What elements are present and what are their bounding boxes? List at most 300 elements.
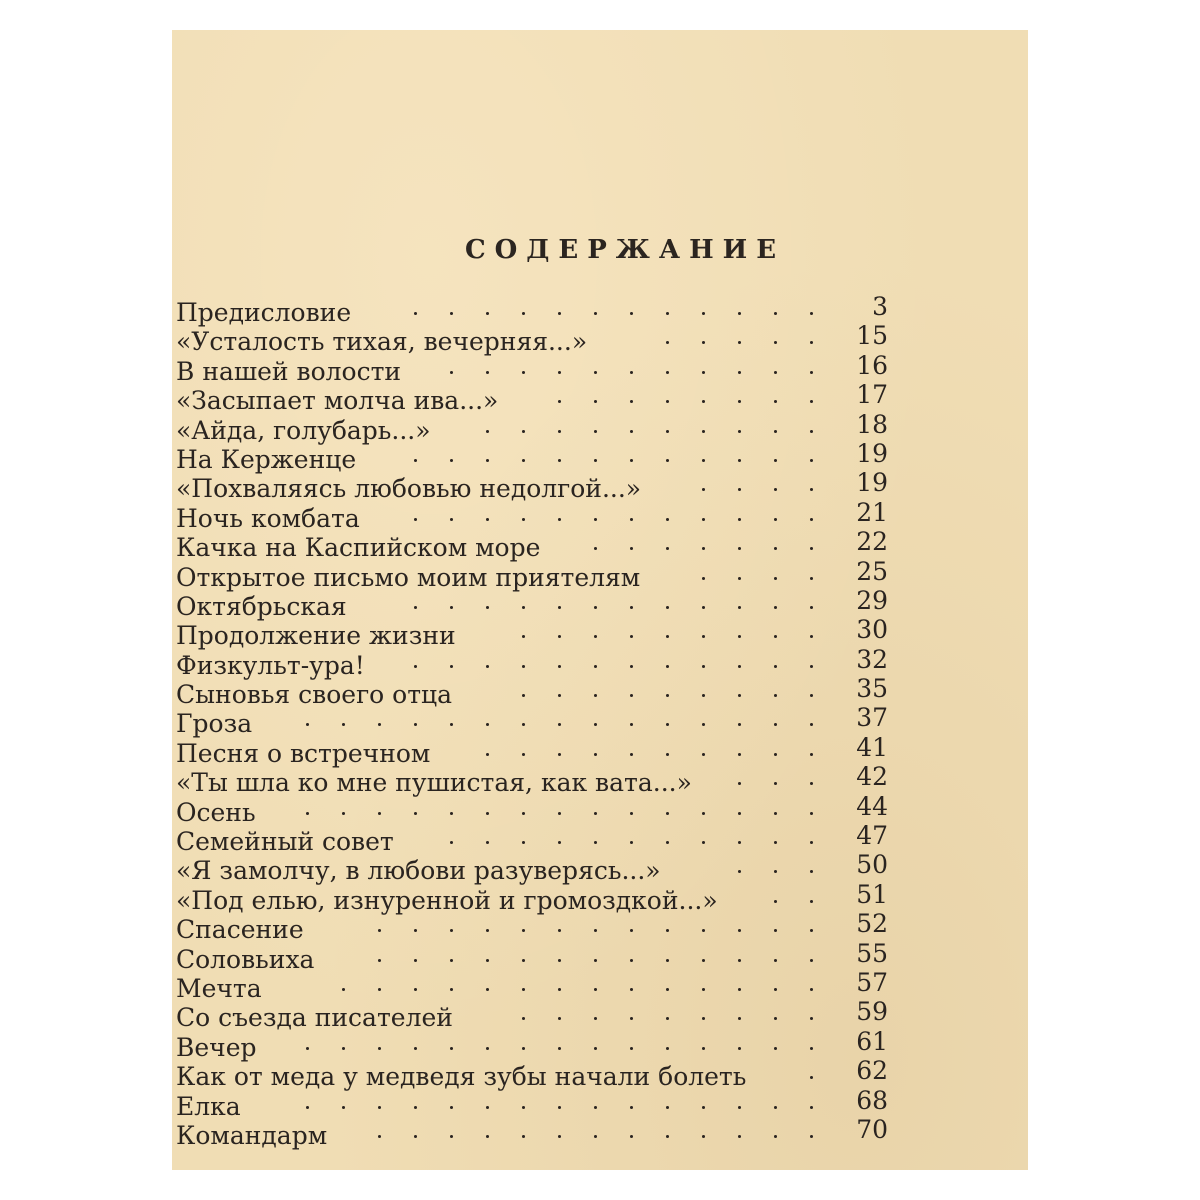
leader-dot: [810, 1047, 813, 1050]
toc-entry-title: В нашей волости: [176, 356, 402, 386]
toc-entry: [172, 556, 1028, 592]
leader-dot: [738, 841, 741, 844]
leader-dot: [594, 753, 597, 756]
leader-dot: [450, 723, 453, 726]
leader-dot: [774, 929, 777, 932]
leader-dot: [414, 1047, 417, 1050]
leader-dot: [594, 723, 597, 726]
toc-entry-page-number: 47: [856, 821, 888, 851]
leader-dot: [774, 1135, 777, 1138]
toc-entry-page-number: 70: [856, 1114, 888, 1144]
leader-dot: [666, 459, 669, 462]
leader-dot: [774, 371, 777, 374]
leader-dot: [666, 959, 669, 962]
toc-entry: [172, 468, 1028, 504]
leader-dot: [666, 753, 669, 756]
leader-dot: [558, 753, 561, 756]
leader-dot: [630, 723, 633, 726]
leader-dot: [450, 959, 453, 962]
leader-dot: [738, 635, 741, 638]
leader-dot: [630, 459, 633, 462]
leader-dot: [774, 400, 777, 403]
leader-dot: [594, 430, 597, 433]
leader-dot: [450, 1106, 453, 1109]
leader-dot: [738, 1017, 741, 1020]
leader-dot: [486, 1047, 489, 1050]
leader-dot: [810, 782, 813, 785]
leader-dot: [414, 929, 417, 932]
toc-entry: [172, 909, 1028, 945]
toc-entry: [172, 997, 1028, 1033]
toc-entry: [172, 762, 1028, 798]
leader-dot: [378, 959, 381, 962]
leader-dot: [378, 1047, 381, 1050]
toc-entry: [172, 409, 1028, 445]
toc-entry: [172, 821, 1028, 857]
leader-dot: [810, 312, 813, 315]
leader-dot: [630, 430, 633, 433]
leader-dot: [486, 312, 489, 315]
leader-dot: [450, 665, 453, 668]
leader-dot: [630, 1047, 633, 1050]
leader-dot: [522, 841, 525, 844]
leader-dot: [810, 841, 813, 844]
leader-dot: [594, 1106, 597, 1109]
toc-entry-title: Продолжение жизни: [176, 621, 456, 651]
toc-entry-page-number: 55: [856, 938, 888, 968]
leader-dot: [810, 988, 813, 991]
leader-dot: [774, 1017, 777, 1020]
leader-dot: [774, 518, 777, 521]
leader-dot: [630, 1106, 633, 1109]
leader-dot: [342, 812, 345, 815]
leader-dot: [738, 988, 741, 991]
leader-dot: [486, 665, 489, 668]
leader-dot: [738, 1047, 741, 1050]
leader-dot: [666, 723, 669, 726]
toc-entry-title: «Под елью, изнуренной и громоздкой...»: [176, 885, 718, 915]
leader-dot: [630, 547, 633, 550]
toc-entry-title: Спасение: [176, 915, 304, 945]
leader-dot: [738, 782, 741, 785]
dot-leader: [673, 870, 813, 876]
toc-entry-title: Со съезда писателей: [176, 1003, 453, 1033]
leader-dot: [558, 1047, 561, 1050]
leader-dot: [450, 812, 453, 815]
leader-dot: [702, 577, 705, 580]
leader-dot: [810, 1017, 813, 1020]
leader-dot: [666, 1135, 669, 1138]
leader-dot: [810, 577, 813, 580]
leader-dot: [774, 341, 777, 344]
leader-dot: [702, 312, 705, 315]
leader-dot: [774, 547, 777, 550]
toc-entry: [172, 321, 1028, 357]
leader-dot: [486, 723, 489, 726]
leader-dot: [414, 312, 417, 315]
leader-dot: [450, 606, 453, 609]
leader-dot: [666, 841, 669, 844]
leader-dot: [702, 518, 705, 521]
dot-leader: [552, 547, 813, 553]
leader-dot: [774, 665, 777, 668]
leader-dot: [450, 841, 453, 844]
toc-entry-page-number: 52: [856, 909, 888, 939]
leader-dot: [414, 723, 417, 726]
leader-dot: [666, 547, 669, 550]
leader-dot: [522, 988, 525, 991]
leader-dot: [702, 988, 705, 991]
leader-dot: [738, 959, 741, 962]
leader-dot: [810, 1076, 813, 1079]
leader-dot: [306, 723, 309, 726]
leader-dot: [558, 929, 561, 932]
leader-dot: [378, 929, 381, 932]
leader-dot: [558, 312, 561, 315]
leader-dot: [558, 400, 561, 403]
leader-dot: [810, 723, 813, 726]
leader-dot: [810, 694, 813, 697]
toc-entry-title: Открытое письмо моим приятелям: [176, 562, 641, 592]
toc-entry-page-number: 62: [856, 1056, 888, 1086]
leader-dot: [774, 988, 777, 991]
toc-entry-title: Мечта: [176, 973, 262, 1003]
toc-entry-title: «Я замолчу, в любови разуверясь...»: [176, 856, 661, 886]
dot-leader: [363, 312, 813, 318]
leader-dot: [630, 371, 633, 374]
leader-dot: [630, 665, 633, 668]
leader-dot: [738, 1135, 741, 1138]
toc-entry-title: Ночь комбата: [176, 503, 360, 533]
leader-dot: [630, 812, 633, 815]
toc-entry-page-number: 3: [872, 292, 888, 321]
leader-dot: [594, 459, 597, 462]
toc-entry: [172, 1085, 1028, 1121]
leader-dot: [522, 665, 525, 668]
leader-dot: [666, 1017, 669, 1020]
leader-dot: [702, 400, 705, 403]
toc-entry: [172, 350, 1028, 386]
toc-entry-title: Качка на Каспийском море: [176, 533, 541, 563]
leader-dot: [522, 1017, 525, 1020]
leader-dot: [738, 870, 741, 873]
leader-dot: [666, 1106, 669, 1109]
leader-dot: [450, 312, 453, 315]
leader-dot: [522, 430, 525, 433]
toc-entry-title: Вечер: [176, 1032, 257, 1062]
leader-dot: [666, 812, 669, 815]
leader-dot: [810, 753, 813, 756]
leader-dot: [414, 665, 417, 668]
leader-dot: [666, 929, 669, 932]
leader-dot: [522, 312, 525, 315]
leader-dot: [594, 518, 597, 521]
leader-dot: [594, 929, 597, 932]
toc-entry-title: Гроза: [176, 709, 253, 739]
toc-entry: [172, 879, 1028, 915]
leader-dot: [666, 430, 669, 433]
leader-dot: [594, 988, 597, 991]
toc-entry-title: Сыновья своего отца: [176, 680, 453, 710]
leader-dot: [702, 547, 705, 550]
toc-entry: [172, 380, 1028, 416]
toc-entry-title: Октябрьская: [176, 591, 347, 621]
toc-entry: [172, 703, 1028, 739]
leader-dot: [522, 1047, 525, 1050]
leader-dot: [738, 459, 741, 462]
toc-entry-page-number: 19: [856, 438, 888, 468]
leader-dot: [558, 1017, 561, 1020]
toc-entry: [172, 850, 1028, 886]
dot-leader: [406, 841, 813, 847]
leader-dot: [558, 459, 561, 462]
dot-leader: [326, 959, 813, 965]
book-page: [172, 30, 1028, 1170]
leader-dot: [630, 635, 633, 638]
dot-leader: [652, 577, 813, 583]
leader-dot: [414, 1135, 417, 1138]
leader-dot: [486, 812, 489, 815]
leader-dot: [666, 694, 669, 697]
leader-dot: [810, 430, 813, 433]
leader-dot: [522, 1135, 525, 1138]
leader-dot: [558, 371, 561, 374]
leader-dot: [558, 841, 561, 844]
toc-entry-page-number: 30: [856, 615, 888, 645]
toc-entry-page-number: 37: [856, 703, 888, 733]
leader-dot: [810, 488, 813, 491]
leader-dot: [558, 694, 561, 697]
toc-entry-title: «Усталость тихая, вечерняя...»: [176, 327, 588, 357]
table-of-contents: [172, 292, 1028, 1150]
dot-leader: [653, 488, 813, 494]
toc-entry-title: Предисловие: [176, 298, 352, 327]
dot-leader: [510, 400, 813, 406]
leader-dot: [810, 870, 813, 873]
leader-dot: [378, 1106, 381, 1109]
dot-leader: [413, 371, 813, 377]
toc-entry-page-number: 42: [856, 762, 888, 792]
leader-dot: [630, 753, 633, 756]
leader-dot: [594, 400, 597, 403]
toc-entry-title: Соловьиха: [176, 944, 315, 974]
leader-dot: [702, 1047, 705, 1050]
leader-dot: [738, 312, 741, 315]
leader-dot: [630, 929, 633, 932]
dot-leader: [316, 929, 813, 935]
toc-entry-title: Физкульт-ура!: [176, 650, 365, 680]
leader-dot: [702, 606, 705, 609]
leader-dot: [558, 606, 561, 609]
leader-dot: [486, 929, 489, 932]
leader-dot: [774, 782, 777, 785]
leader-dot: [630, 1017, 633, 1020]
page-title: СОДЕРЖАНИЕ: [464, 235, 786, 265]
toc-entry: [172, 938, 1028, 974]
dot-leader: [372, 518, 813, 524]
leader-dot: [630, 606, 633, 609]
dot-leader: [268, 812, 813, 818]
leader-dot: [450, 459, 453, 462]
leader-dot: [450, 929, 453, 932]
leader-dot: [702, 959, 705, 962]
leader-dot: [522, 812, 525, 815]
toc-entry-page-number: 29: [856, 585, 888, 615]
leader-dot: [810, 665, 813, 668]
leader-dot: [774, 753, 777, 756]
toc-entry: [172, 292, 1028, 327]
toc-entry-title: «Ты шла ко мне пушистая, как вата...»: [176, 768, 692, 798]
leader-dot: [594, 959, 597, 962]
dot-leader: [264, 723, 813, 729]
dot-leader: [704, 782, 813, 788]
dot-leader: [377, 665, 813, 671]
leader-dot: [630, 1135, 633, 1138]
leader-dot: [558, 988, 561, 991]
leader-dot: [522, 1106, 525, 1109]
leader-dot: [594, 1017, 597, 1020]
toc-entry-page-number: 68: [856, 1085, 888, 1115]
leader-dot: [774, 812, 777, 815]
toc-entry-page-number: 25: [856, 556, 888, 586]
leader-dot: [522, 753, 525, 756]
leader-dot: [522, 723, 525, 726]
leader-dot: [630, 694, 633, 697]
dot-leader: [269, 1047, 813, 1053]
leader-dot: [774, 900, 777, 903]
toc-entry-page-number: 18: [856, 409, 888, 439]
leader-dot: [378, 812, 381, 815]
dot-leader: [443, 430, 813, 436]
toc-entry-page-number: 19: [856, 468, 888, 498]
leader-dot: [738, 371, 741, 374]
leader-dot: [738, 488, 741, 491]
leader-dot: [558, 665, 561, 668]
toc-entry-page-number: 22: [856, 527, 888, 557]
dot-leader: [468, 635, 813, 641]
leader-dot: [630, 959, 633, 962]
leader-dot: [486, 430, 489, 433]
leader-dot: [342, 723, 345, 726]
leader-dot: [774, 1047, 777, 1050]
leader-dot: [810, 341, 813, 344]
leader-dot: [558, 1106, 561, 1109]
leader-dot: [666, 341, 669, 344]
leader-dot: [414, 1106, 417, 1109]
leader-dot: [702, 665, 705, 668]
leader-dot: [486, 1106, 489, 1109]
leader-dot: [738, 753, 741, 756]
leader-dot: [810, 1135, 813, 1138]
leader-dot: [594, 635, 597, 638]
leader-dot: [774, 312, 777, 315]
dot-leader: [274, 988, 813, 994]
leader-dot: [414, 459, 417, 462]
leader-dot: [522, 959, 525, 962]
leader-dot: [738, 665, 741, 668]
leader-dot: [306, 1047, 309, 1050]
toc-entry-page-number: 61: [856, 1026, 888, 1056]
toc-entry: [172, 615, 1028, 651]
leader-dot: [666, 518, 669, 521]
leader-dot: [774, 694, 777, 697]
leader-dot: [738, 577, 741, 580]
leader-dot: [810, 400, 813, 403]
leader-dot: [486, 1135, 489, 1138]
toc-entry: [172, 1114, 1028, 1150]
leader-dot: [702, 694, 705, 697]
leader-dot: [702, 430, 705, 433]
leader-dot: [666, 400, 669, 403]
dot-leader: [368, 459, 813, 465]
leader-dot: [738, 518, 741, 521]
leader-dot: [486, 959, 489, 962]
toc-entry-page-number: 16: [856, 350, 888, 380]
leader-dot: [702, 841, 705, 844]
leader-dot: [774, 723, 777, 726]
leader-dot: [810, 959, 813, 962]
leader-dot: [774, 841, 777, 844]
leader-dot: [666, 606, 669, 609]
dot-leader: [253, 1106, 813, 1112]
leader-dot: [378, 988, 381, 991]
leader-dot: [774, 577, 777, 580]
toc-entry-page-number: 41: [856, 732, 888, 762]
toc-entry: [172, 527, 1028, 563]
leader-dot: [342, 1047, 345, 1050]
leader-dot: [414, 606, 417, 609]
toc-entry: [172, 497, 1028, 533]
leader-dot: [738, 723, 741, 726]
leader-dot: [774, 870, 777, 873]
leader-dot: [738, 400, 741, 403]
leader-dot: [810, 812, 813, 815]
leader-dot: [702, 812, 705, 815]
toc-entry-page-number: 32: [856, 644, 888, 674]
toc-entry: [172, 732, 1028, 768]
leader-dot: [738, 430, 741, 433]
toc-entry-title: На Керженце: [176, 444, 357, 474]
leader-dot: [702, 723, 705, 726]
leader-dot: [522, 929, 525, 932]
dot-leader: [442, 753, 813, 759]
leader-dot: [738, 929, 741, 932]
leader-dot: [702, 1017, 705, 1020]
leader-dot: [414, 959, 417, 962]
leader-dot: [522, 459, 525, 462]
leader-dot: [738, 547, 741, 550]
leader-dot: [738, 606, 741, 609]
leader-dot: [450, 988, 453, 991]
leader-dot: [306, 1106, 309, 1109]
leader-dot: [702, 1135, 705, 1138]
toc-entry-title: Песня о встречном: [176, 738, 431, 768]
dot-leader: [464, 694, 813, 700]
leader-dot: [486, 841, 489, 844]
leader-dot: [666, 1047, 669, 1050]
leader-dot: [630, 518, 633, 521]
leader-dot: [594, 606, 597, 609]
dot-leader: [359, 606, 813, 612]
leader-dot: [558, 812, 561, 815]
leader-dot: [666, 988, 669, 991]
leader-dot: [774, 606, 777, 609]
leader-dot: [666, 371, 669, 374]
leader-dot: [486, 459, 489, 462]
leader-dot: [558, 959, 561, 962]
leader-dot: [486, 606, 489, 609]
toc-entry: [172, 791, 1028, 827]
